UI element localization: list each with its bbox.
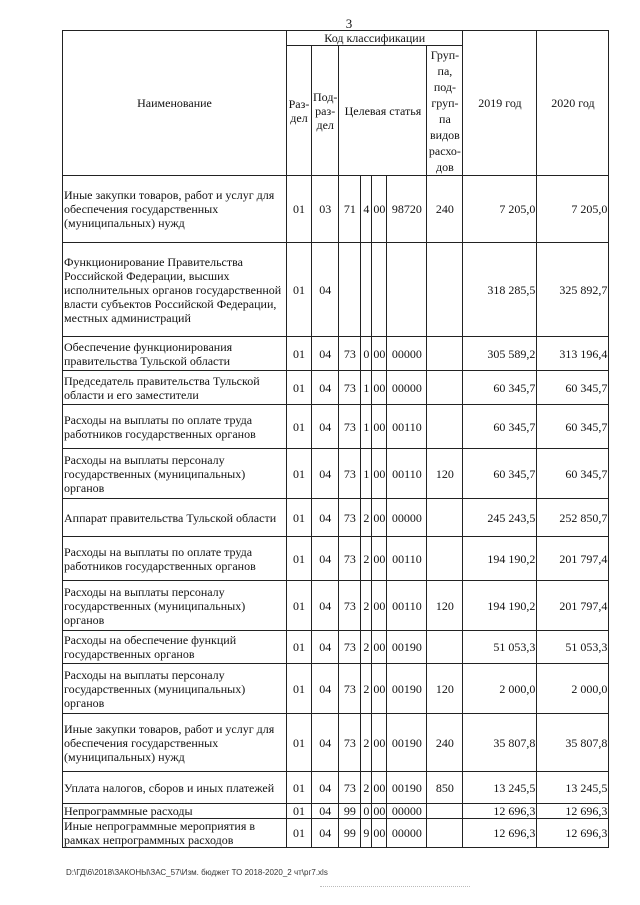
row-target-main-event: 00 (372, 176, 387, 243)
table-row (63, 581, 609, 631)
row-target-main-event: 00 (372, 631, 387, 664)
row-target-main-event: 00 (372, 714, 387, 772)
row-section: 01 (287, 581, 312, 631)
row-expense-group: 850 (427, 772, 463, 804)
row-section: 01 (287, 537, 312, 581)
row-name: Расходы на обеспечение функций государственных органов (63, 631, 287, 664)
row-target-direction: 00110 (387, 449, 427, 499)
table-row (63, 499, 609, 537)
table-row (63, 664, 609, 714)
row-name: Иные закупки товаров, работ и услуг для обеспечения государственных (муниципальных) нужд (63, 714, 287, 772)
row-target-main-event: 00 (372, 772, 387, 804)
row-value-2020: 60 345,7 (537, 371, 609, 405)
scan-artifact (320, 886, 470, 888)
row-name: Расходы на выплаты по оплате труда работников государственных органов (63, 537, 287, 581)
row-target-program: 99 (339, 804, 361, 819)
header-name: Наименование (63, 31, 287, 176)
table-row (63, 337, 609, 371)
row-name: Иные закупки товаров, работ и услуг для обеспечения государственных (муниципальных) нужд (63, 176, 287, 243)
row-name: Расходы на выплаты персоналу государственных (муниципальных) органов (63, 664, 287, 714)
row-value-2020: 12 696,3 (537, 819, 609, 848)
table-row (63, 371, 609, 405)
row-section: 01 (287, 337, 312, 371)
row-value-2019: 12 696,3 (463, 819, 537, 848)
row-target-program: 73 (339, 664, 361, 714)
row-value-2020: 7 205,0 (537, 176, 609, 243)
row-target-program: 73 (339, 499, 361, 537)
row-target-subprogram: 0 (361, 337, 372, 371)
row-value-2019: 13 245,5 (463, 772, 537, 804)
row-target-direction: 00000 (387, 499, 427, 537)
header-group: Груп- па, под- груп- па видов расхо- дов (428, 47, 461, 174)
header-section: Раз- дел (287, 46, 312, 176)
row-subsection: 04 (312, 581, 339, 631)
row-value-2019: 60 345,7 (463, 449, 537, 499)
row-target-program (339, 243, 361, 337)
row-section: 01 (287, 176, 312, 243)
row-subsection: 04 (312, 631, 339, 664)
row-name: Расходы на выплаты персоналу государственных (муниципальных) органов (63, 581, 287, 631)
row-value-2019: 2 000,0 (463, 664, 537, 714)
row-value-2020: 252 850,7 (537, 499, 609, 537)
row-value-2020: 201 797,4 (537, 537, 609, 581)
table-row (63, 176, 609, 243)
row-target-direction: 00110 (387, 537, 427, 581)
row-target-program: 73 (339, 371, 361, 405)
row-value-2019: 318 285,5 (463, 243, 537, 337)
row-target-direction: 00110 (387, 581, 427, 631)
row-subsection: 04 (312, 405, 339, 449)
row-subsection: 04 (312, 243, 339, 337)
row-expense-group (427, 631, 463, 664)
row-target-subprogram: 2 (361, 714, 372, 772)
row-target-subprogram: 2 (361, 537, 372, 581)
table-row (63, 449, 609, 499)
row-expense-group (427, 819, 463, 848)
row-expense-group (427, 499, 463, 537)
row-subsection: 04 (312, 664, 339, 714)
row-section: 01 (287, 449, 312, 499)
row-target-direction: 00190 (387, 772, 427, 804)
row-target-main-event: 00 (372, 405, 387, 449)
row-subsection: 04 (312, 449, 339, 499)
table-row (63, 819, 609, 848)
row-target-direction: 00190 (387, 714, 427, 772)
row-name: Расходы на выплаты персоналу государственных (муниципальных) органов (63, 449, 287, 499)
row-value-2020: 2 000,0 (537, 664, 609, 714)
row-value-2019: 51 053,3 (463, 631, 537, 664)
row-subsection: 04 (312, 714, 339, 772)
row-section: 01 (287, 804, 312, 819)
row-target-main-event: 00 (372, 581, 387, 631)
row-expense-group: 120 (427, 581, 463, 631)
row-expense-group: 240 (427, 714, 463, 772)
row-target-program: 73 (339, 631, 361, 664)
row-target-program: 73 (339, 337, 361, 371)
page-number: 3 (345, 16, 353, 31)
header-target: Целевая статья (339, 46, 427, 176)
row-value-2020: 12 696,3 (537, 804, 609, 819)
row-target-direction (387, 243, 427, 337)
row-target-direction: 00000 (387, 819, 427, 848)
row-target-subprogram: 2 (361, 772, 372, 804)
row-value-2019: 35 807,8 (463, 714, 537, 772)
row-subsection: 04 (312, 772, 339, 804)
row-expense-group (427, 243, 463, 337)
row-section: 01 (287, 631, 312, 664)
row-target-main-event (372, 243, 387, 337)
row-name: Председатель правительства Тульской области и его заместители (63, 371, 287, 405)
row-subsection: 04 (312, 499, 339, 537)
row-value-2020: 51 053,3 (537, 631, 609, 664)
table-row (63, 243, 609, 337)
row-value-2020: 313 196,4 (537, 337, 609, 371)
row-target-subprogram: 9 (361, 819, 372, 848)
row-subsection: 03 (312, 176, 339, 243)
row-target-subprogram: 0 (361, 804, 372, 819)
row-value-2019: 12 696,3 (463, 804, 537, 819)
row-target-program: 73 (339, 449, 361, 499)
row-target-subprogram: 2 (361, 631, 372, 664)
row-target-subprogram: 1 (361, 449, 372, 499)
table-row (63, 405, 609, 449)
row-section: 01 (287, 243, 312, 337)
row-subsection: 04 (312, 819, 339, 848)
row-target-main-event: 00 (373, 804, 386, 818)
row-value-2019: 245 243,5 (463, 499, 537, 537)
row-target-subprogram: 2 (361, 581, 372, 631)
row-section: 01 (287, 819, 312, 848)
row-subsection: 04 (312, 804, 339, 819)
row-target-program: 99 (339, 819, 361, 848)
row-value-2019: 194 190,2 (463, 581, 537, 631)
row-section: 01 (287, 371, 312, 405)
row-name: Расходы на выплаты по оплате труда работников государственных органов (63, 405, 287, 449)
row-value-2020: 60 345,7 (537, 449, 609, 499)
budget-table (62, 30, 609, 848)
row-expense-group (427, 371, 463, 405)
row-target-direction: 98720 (387, 176, 427, 243)
table-row (63, 772, 609, 804)
row-value-2019: 60 345,7 (463, 405, 537, 449)
row-name: Иные непрограммные мероприятия в рамках непрограммных расходов (63, 819, 287, 848)
row-section: 01 (287, 772, 312, 804)
row-subsection: 04 (312, 337, 339, 371)
row-subsection: 04 (312, 537, 339, 581)
row-target-main-event: 00 (372, 499, 387, 537)
header-2019: 2019 год (463, 31, 537, 176)
row-target-direction: 00000 (387, 804, 427, 819)
table-row (63, 631, 609, 664)
row-value-2019: 7 205,0 (463, 176, 537, 243)
row-value-2020: 325 892,7 (537, 243, 609, 337)
row-target-direction: 00110 (387, 405, 427, 449)
row-target-subprogram: 1 (361, 405, 372, 449)
row-target-main-event: 00 (372, 371, 387, 405)
row-name: Аппарат правительства Тульской области (63, 499, 287, 537)
row-target-subprogram: 2 (361, 664, 372, 714)
row-target-main-event: 00 (372, 337, 387, 371)
row-section: 01 (287, 499, 312, 537)
row-expense-group: 120 (427, 664, 463, 714)
table-row (63, 714, 609, 772)
row-target-main-event: 00 (372, 819, 387, 848)
row-name: Функционирование Правительства Российской Федерации, высших исполнительных органов государственной власти субъектов Российской Федерации, местных администраций (63, 243, 287, 337)
file-path-footer: D:\ГД\6\2018\ЗАКОНЫ\ЗАС_57\Изм. бюджет ТО 2018-2020_2 чт\рг7.xls (66, 868, 328, 877)
row-subsection: 04 (312, 371, 339, 405)
header-subsection: Под- раз- дел (312, 46, 339, 176)
row-value-2020: 35 807,8 (537, 714, 609, 772)
row-name: Обеспечение функционирования правительства Тульской области (63, 337, 287, 371)
header-2020: 2020 год (537, 31, 609, 176)
row-target-direction: 00190 (387, 631, 427, 664)
row-target-program: 71 (339, 176, 361, 243)
header-code: Код классификации (287, 31, 463, 46)
row-section: 01 (287, 664, 312, 714)
table-row (63, 804, 609, 819)
row-name: Уплата налогов, сборов и иных платежей (63, 772, 287, 804)
row-expense-group (427, 804, 463, 819)
row-section: 01 (287, 714, 312, 772)
table-row (63, 537, 609, 581)
row-section: 01 (287, 405, 312, 449)
row-target-direction: 00000 (387, 337, 427, 371)
row-target-subprogram: 4 (361, 176, 372, 243)
row-target-subprogram (361, 243, 372, 337)
row-target-program: 73 (339, 772, 361, 804)
row-expense-group: 240 (427, 176, 463, 243)
row-target-direction: 00190 (387, 664, 427, 714)
row-target-program: 73 (339, 581, 361, 631)
row-name: Непрограммные расходы (63, 804, 287, 819)
row-value-2020: 201 797,4 (537, 581, 609, 631)
row-expense-group: 120 (427, 449, 463, 499)
row-target-main-event: 00 (372, 537, 387, 581)
row-value-2020: 13 245,5 (537, 772, 609, 804)
row-value-2019: 60 345,7 (463, 371, 537, 405)
row-target-program: 73 (339, 537, 361, 581)
row-expense-group (427, 537, 463, 581)
row-value-2019: 194 190,2 (463, 537, 537, 581)
row-target-program: 73 (339, 405, 361, 449)
row-target-program: 73 (339, 714, 361, 772)
row-target-subprogram: 1 (361, 371, 372, 405)
row-target-main-event: 00 (372, 664, 387, 714)
row-value-2020: 60 345,7 (537, 405, 609, 449)
row-target-direction: 00000 (387, 371, 427, 405)
row-expense-group (427, 337, 463, 371)
row-value-2019: 305 589,2 (463, 337, 537, 371)
row-expense-group (427, 405, 463, 449)
row-target-main-event: 00 (372, 449, 387, 499)
row-target-subprogram: 2 (361, 499, 372, 537)
